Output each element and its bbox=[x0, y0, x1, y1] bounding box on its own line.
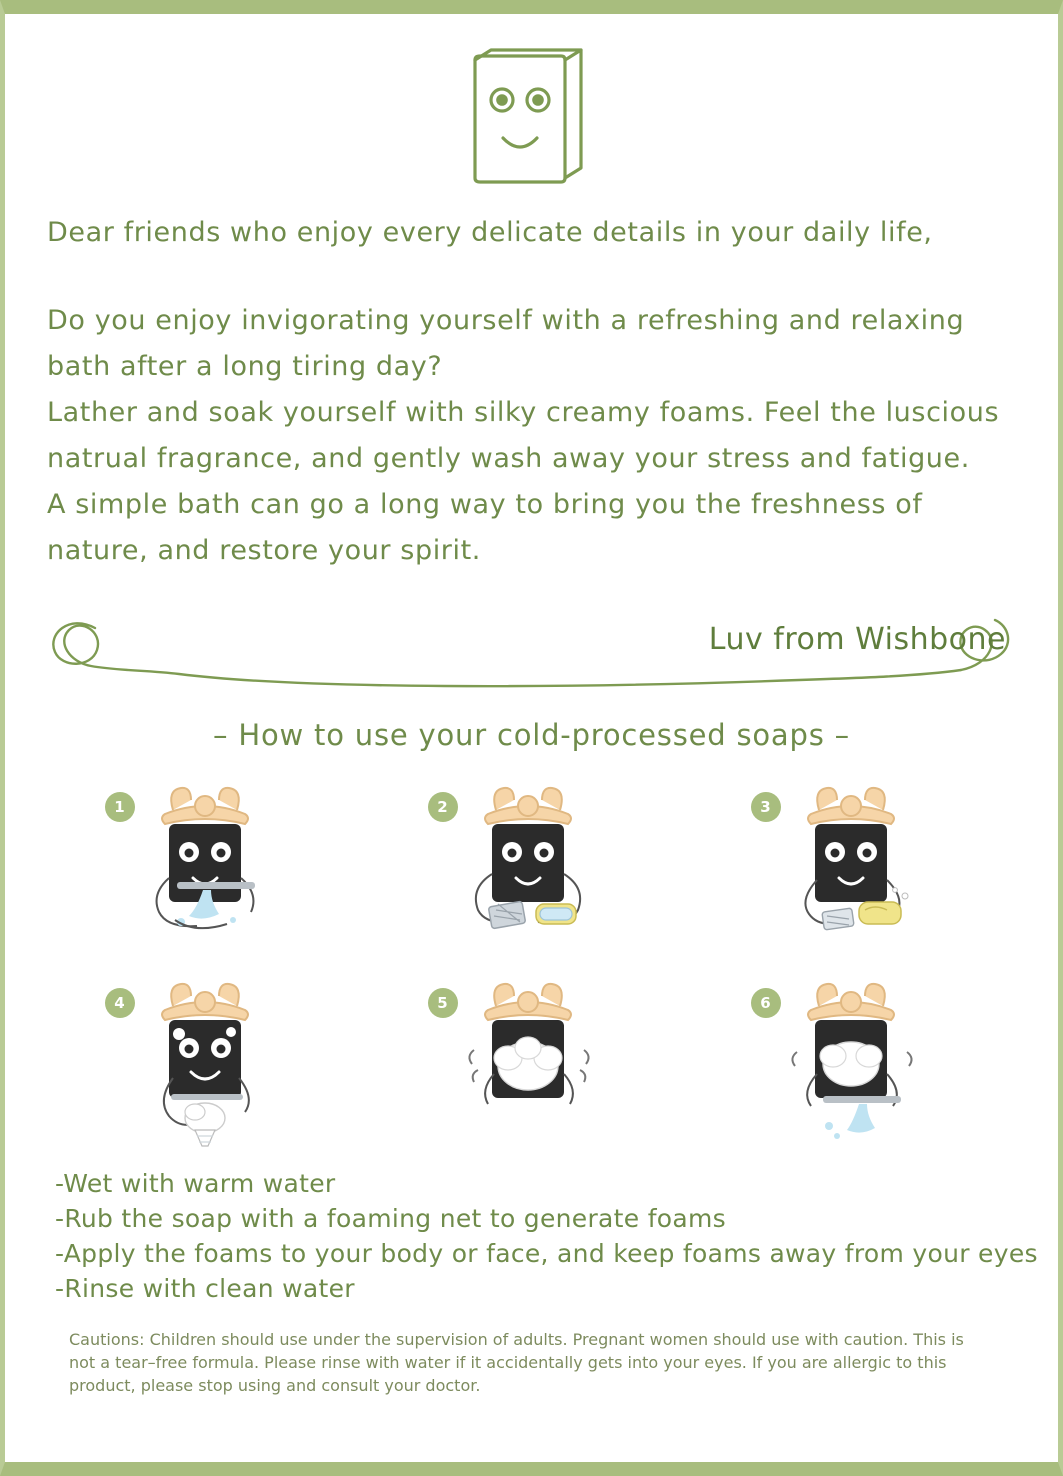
instruction-line: -Apply the foams to your body or face, and keep foams away from your eyes bbox=[55, 1239, 1038, 1268]
letter-paragraph-1: Do you enjoy invigorating yourself with a refreshing and relaxing bath after a long tiring day? bbox=[47, 305, 965, 382]
soap-character-rinsing-icon bbox=[767, 966, 957, 1162]
soap-character-applying-foam-icon bbox=[444, 966, 634, 1162]
letter-paragraph-2: Lather and soak yourself with silky creamy foams. Feel the luscious natrual fragrance, and gently wash away your stress and fatigue. bbox=[47, 397, 1000, 474]
step-item bbox=[382, 966, 682, 1162]
cautions-text: Cautions: Children should use under the supervision of adults. Pregnant women should use with caution. This is not a tear–free formula. Please rinse with water if it accidentally gets into your eyes. If you are allergic to this product, please stop using and consult your doctor. bbox=[69, 1330, 964, 1395]
signature-row bbox=[47, 604, 1016, 712]
step-number-badge: 2 bbox=[428, 792, 458, 822]
step-number-badge: 5 bbox=[428, 988, 458, 1018]
howto-title: – How to use your cold-processed soaps – bbox=[213, 718, 850, 752]
soap-character-washing-hands-icon bbox=[121, 770, 311, 966]
step-item bbox=[59, 770, 359, 966]
step-item bbox=[59, 966, 359, 1162]
instruction-line: -Wet with warm water bbox=[55, 1169, 336, 1198]
soap-character-with-foaming-net-icon bbox=[444, 770, 634, 966]
step-number-badge: 1 bbox=[105, 792, 135, 822]
step-item bbox=[382, 770, 682, 966]
letter-body bbox=[47, 210, 1016, 574]
instruction-line: -Rub the soap with a foaming net to generate foams bbox=[55, 1204, 727, 1233]
step-number-badge: 6 bbox=[751, 988, 781, 1018]
howto-steps bbox=[47, 770, 1016, 1162]
letter-paragraph-3: A simple bath can go a long way to bring you the freshness of nature, and restore your spirit. bbox=[47, 489, 923, 566]
letter-salutation: Dear friends who enjoy every delicate details in your daily life, bbox=[47, 217, 933, 248]
smiling-soap-bar-icon bbox=[457, 38, 607, 198]
page-content bbox=[5, 14, 1058, 1462]
howto-instructions bbox=[47, 1166, 1038, 1306]
letter-signature: Luv from Wishbone bbox=[708, 622, 1006, 657]
instruction-line: -Rinse with clean water bbox=[55, 1274, 355, 1303]
step-number-badge: 3 bbox=[751, 792, 781, 822]
brand-logo bbox=[47, 14, 1016, 198]
soap-character-squeezing-foam-icon bbox=[121, 966, 311, 1162]
soap-character-rubbing-soap-icon bbox=[767, 770, 957, 966]
step-item bbox=[705, 770, 1005, 966]
step-number-badge: 4 bbox=[105, 988, 135, 1018]
step-item bbox=[705, 966, 1005, 1162]
